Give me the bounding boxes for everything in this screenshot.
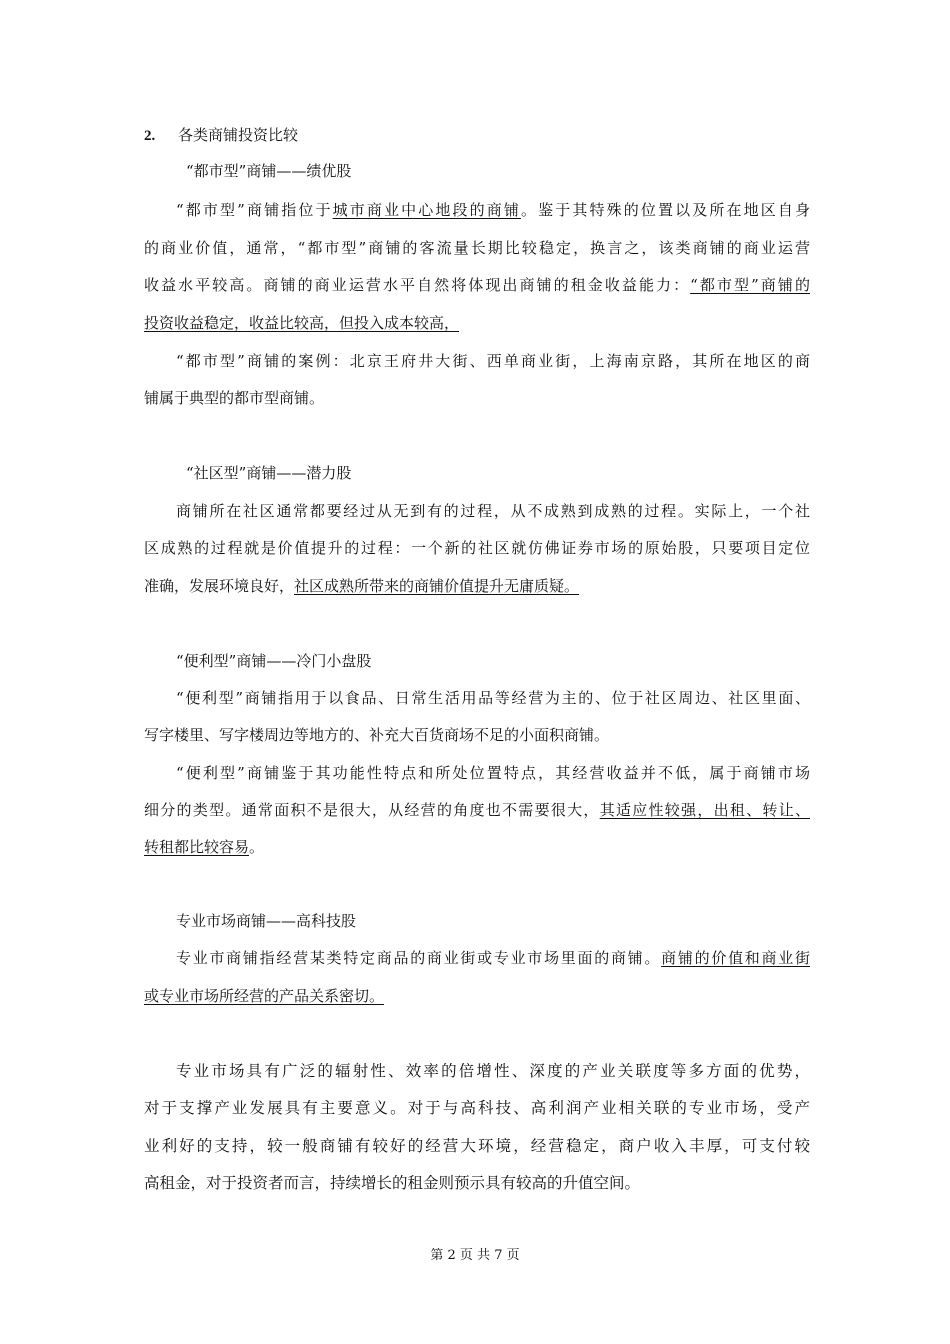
text-run: 。鉴于其特殊的位置以及所在地区自身 <box>520 201 810 219</box>
convenience-para1-line1: “便利型”商铺指用于以食品、日常生活用品等经营为主的、位于社区周边、社区里面、 <box>176 689 810 707</box>
community-para1-line2: 区成熟的过程就是价值提升的过程：一个新的社区就仿佛证券市场的原始股，只要项目定位 <box>144 539 810 557</box>
text-run: 。 <box>249 838 265 856</box>
specialty-para2-line3: 业利好的支持，较一般商铺有较好的经营大环境，经营稳定，商户收入丰厚，可支付较 <box>144 1137 810 1155</box>
section-number: 2. <box>144 128 156 144</box>
specialty-heading: 专业市场商铺——高科技股 <box>176 912 357 930</box>
community-para1-line3 <box>144 575 814 597</box>
urban-heading: “都市型”商铺——绩优股 <box>186 162 352 180</box>
text-run: 专业市商铺指经营某类特定商品的商业街或专业市场里面的商铺。 <box>176 949 662 967</box>
urban-para1-line3 <box>144 274 810 296</box>
section-title: 各类商铺投资比较 <box>178 126 299 144</box>
text-run: 收益水平较高。商铺的商业运营水平自然将体现出商铺的租金收益能力： <box>144 276 691 294</box>
underlined-text: 投资收益稳定，收益比较高，但投入成本较高， <box>144 314 460 332</box>
page-footer: 第 2 页 共 7 页 <box>430 1248 520 1263</box>
text-run: 准确，发展环境良好， <box>144 577 295 595</box>
convenience-para2-line2 <box>144 799 810 821</box>
section-heading <box>144 124 814 147</box>
convenience-para2-line3 <box>144 836 814 858</box>
underlined-text: 或专业市场所经营的产品关系密切。 <box>144 987 385 1005</box>
convenience-heading: “便利型”商铺——冷门小盘股 <box>176 652 372 670</box>
community-heading: “社区型”商铺——潜力股 <box>186 464 352 482</box>
specialty-para2-line1: 专业市场具有广泛的辐射性、效率的倍增性、深度的产业关联度等多方面的优势， <box>176 1062 810 1080</box>
convenience-para2-line1: “便利型”商铺鉴于其功能性特点和所处位置特点，其经营收益并不低，属于商铺市场 <box>176 764 810 782</box>
text-run: “都市型”商铺指位于 <box>176 201 333 219</box>
underlined-text: “都市型”商铺的 <box>690 276 810 294</box>
underlined-text: 社区成熟所带来的商铺价值提升无庸质疑。 <box>294 577 580 595</box>
underlined-text: 商铺的价值和商业街 <box>661 949 810 967</box>
convenience-para1-line2: 写字楼里、写字楼周边等地方的、补充大百货商场不足的小面积商铺。 <box>144 726 610 744</box>
urban-para1-line4 <box>144 312 814 334</box>
specialty-para1-line2 <box>144 985 814 1007</box>
community-para1-line1: 商铺所在社区通常都要经过从无到有的过程，从不成熟到成熟的过程。实际上，一个社 <box>176 502 810 520</box>
underlined-text: 转租都比较容易 <box>144 838 250 856</box>
urban-para1-line1 <box>176 199 810 221</box>
urban-para2-line2: 铺属于典型的都市型商铺。 <box>144 389 325 407</box>
urban-para2-line1: “都市型”商铺的案例：北京王府井大街、西单商业街，上海南京路，其所在地区的商 <box>176 352 810 370</box>
text-run: 细分的类型。通常面积不是很大，从经营的角度也不需要很大， <box>144 801 600 819</box>
underlined-text: 其适应性较强，出租、转让、 <box>599 801 810 819</box>
urban-para1-line2: 的商业价值，通常，“都市型”商铺的客流量长期比较稳定，换言之，该类商铺的商业运营 <box>144 239 810 257</box>
specialty-para2-line4: 高租金，对于投资者而言，持续增长的租金则预示具有较高的升值空间。 <box>144 1174 641 1192</box>
specialty-para2-line2: 对于支撑产业发展具有主要意义。对于与高科技、高利润产业相关联的专业市场，受产 <box>144 1099 810 1117</box>
underlined-text: 城市商业中心地段的商铺 <box>332 201 521 219</box>
specialty-para1-line1 <box>176 947 810 969</box>
